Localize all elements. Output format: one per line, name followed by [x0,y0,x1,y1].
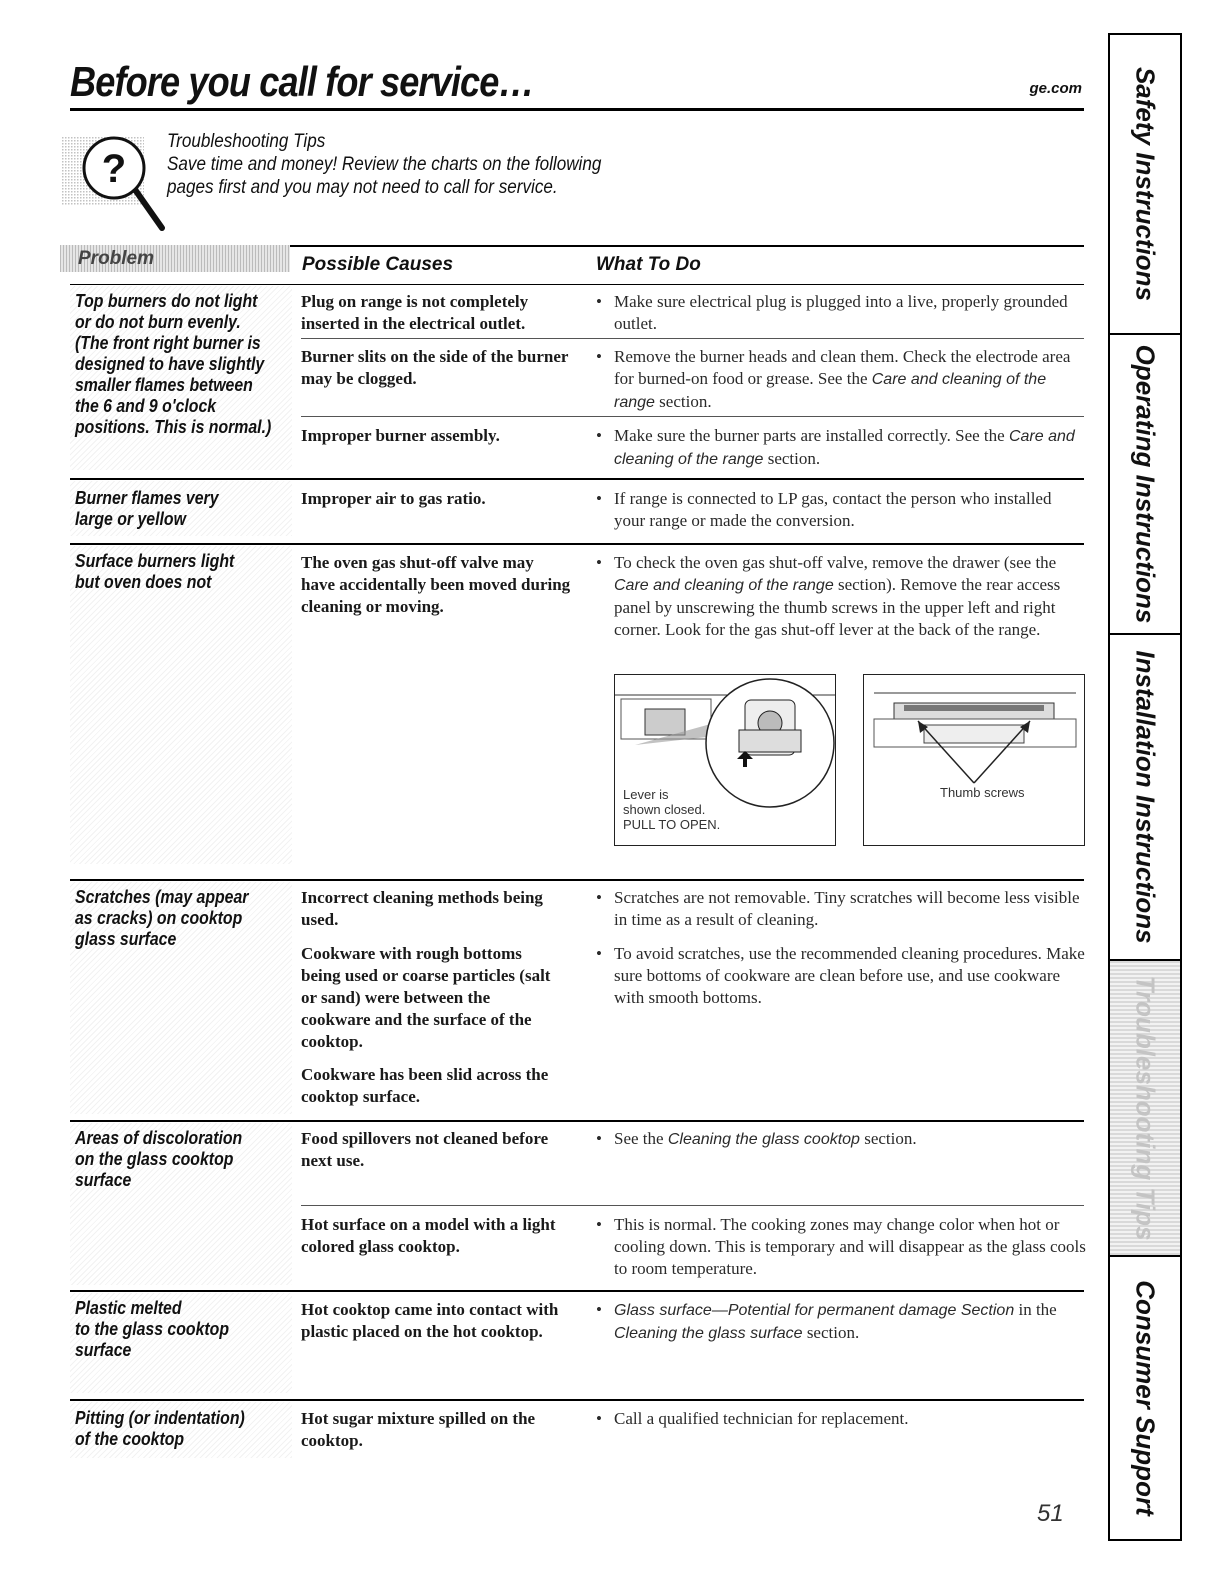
todo-cell: • Glass surface—Potential for permanent damage Section in the Cleaning the glass surface section. [596,1300,1057,1342]
problem-cell: Plastic melted to the glass cooktop surface [75,1298,230,1360]
cause-cell: Burner slits on the side of the burner may be clogged. [301,347,569,388]
todo-cell: • This is normal. The cooking zones may change color when hot or cooling down. This is temporary and will disappear as the glass cools to room temperature. [596,1215,1086,1278]
todo-cell: • Make sure the burner parts are installed correctly. See the Care and cleaning of the range section. [596,426,1075,468]
row-divider [70,1399,1084,1401]
question-mark-magnifier-icon [62,128,172,234]
column-header-todo: What To Do [596,254,701,275]
todo-cell: • Scratches are not removable. Tiny scratches will become less visible in time as a result of cleaning. [596,888,1080,929]
cause-cell: Improper air to gas ratio. [301,489,486,508]
cause-divider [301,416,1084,417]
page-number: 51 [1037,1500,1064,1527]
cause-divider [301,338,1084,339]
tips-line: Save time and money! Review the charts on the following [167,154,602,175]
problem-cell: Top burners do not light or do not burn evenly. (The front right burner is designed to have slightly smaller flames between the 6 and 9 o'clock positions. This is normal.) [75,291,272,437]
row-divider [70,879,1084,881]
tips-line: pages first and you may not need to call for service. [167,177,558,198]
tab-troubleshooting-tips[interactable]: Troubleshooting Tips [1110,961,1180,1257]
tab-consumer-support[interactable]: Consumer Support [1130,1280,1161,1516]
todo-cell: • If range is connected to LP gas, contact the person who installed your range or made the conversion. [596,489,1052,530]
cause-cell: Plug on range is not completely inserted in the electrical outlet. [301,292,529,333]
column-header-causes: Possible Causes [302,254,454,275]
cause-cell: Food spillovers not cleaned before next use. [301,1129,549,1170]
header-rule [70,284,1084,285]
site-url[interactable]: ge.com [1029,80,1082,97]
row-divider [70,1290,1084,1292]
tab-safety-instructions[interactable]: Safety Instructions [1110,35,1180,335]
section-sidebar [1108,33,1182,1541]
row-divider [70,543,1084,545]
problem-cell: Pitting (or indentation) of the cooktop [75,1408,245,1449]
problem-cell: Scratches (may appear as cracks) on cooktop glass surface [75,887,249,949]
column-header-problem: Problem [60,245,290,272]
cause-cell: Cookware has been slid across the cooktop surface. [301,1065,549,1106]
cause-divider [301,1205,1084,1206]
problem-shade [70,546,292,864]
lever-caption: Lever is shown closed. PULL TO OPEN. [623,787,721,832]
page-title: Before you call for service… [70,58,534,105]
cause-cell: Incorrect cleaning methods being used. [301,888,543,929]
table-top-rule [290,245,1084,247]
cause-cell: Hot surface on a model with a light colored glass cooktop. [301,1215,556,1256]
rear-panel-illustration [864,675,1085,846]
problem-cell: Surface burners light but oven does not [75,551,235,592]
cause-cell: Hot sugar mixture spilled on the cooktop. [301,1409,536,1450]
todo-cell: • To avoid scratches, use the recommended cleaning procedures. Make sure bottoms of cookware are clean before use, and use cookware with smooth bottoms. [596,944,1085,1007]
row-divider [70,1120,1084,1122]
cause-cell: Cookware with rough bottoms being used or coarse particles (salt or sand) were between the cookware and the surface of the cooktop. [301,944,551,1051]
cause-cell: Improper burner assembly. [301,426,500,445]
thumb-screws-figure [863,674,1085,846]
cause-cell: The oven gas shut-off valve may have accidentally been moved during cleaning or moving. [301,553,571,616]
problem-cell: Areas of discoloration on the glass cooktop surface [75,1128,243,1190]
svg-text:?: ? [101,147,127,191]
tab-installation-instructions[interactable]: Installation Instructions [1110,635,1180,961]
todo-cell: • Make sure electrical plug is plugged into a live, properly grounded outlet. [596,292,1068,333]
tab-operating-instructions[interactable]: Operating Instructions [1110,335,1180,635]
todo-cell: • Call a qualified technician for replacement. [596,1409,909,1428]
todo-cell: • See the Cleaning the glass cooktop section. [596,1129,917,1148]
tips-heading: Troubleshooting Tips [167,131,326,152]
problem-cell: Burner flames very large or yellow [75,488,219,529]
gas-lever-figure [614,674,836,846]
title-rule [70,108,1084,111]
todo-cell: • To check the oven gas shut-off valve, remove the drawer (see the Care and cleaning of the range section). Remove the rear access panel by unscrewing the thumb screws in the upper left and right corner. Look for the gas shut-off lever at the back of the range. [596,553,1061,639]
todo-cell: • Remove the burner heads and clean them. Check the electrode area for burned-on food or grease. See the Care and cleaning of the range section. [596,347,1071,411]
troubleshooting-tips [167,130,601,199]
cause-cell: Hot cooktop came into contact with plastic placed on the hot cooktop. [301,1300,559,1341]
row-divider [70,478,1084,480]
thumb-screws-caption: Thumb screws [940,785,1025,800]
